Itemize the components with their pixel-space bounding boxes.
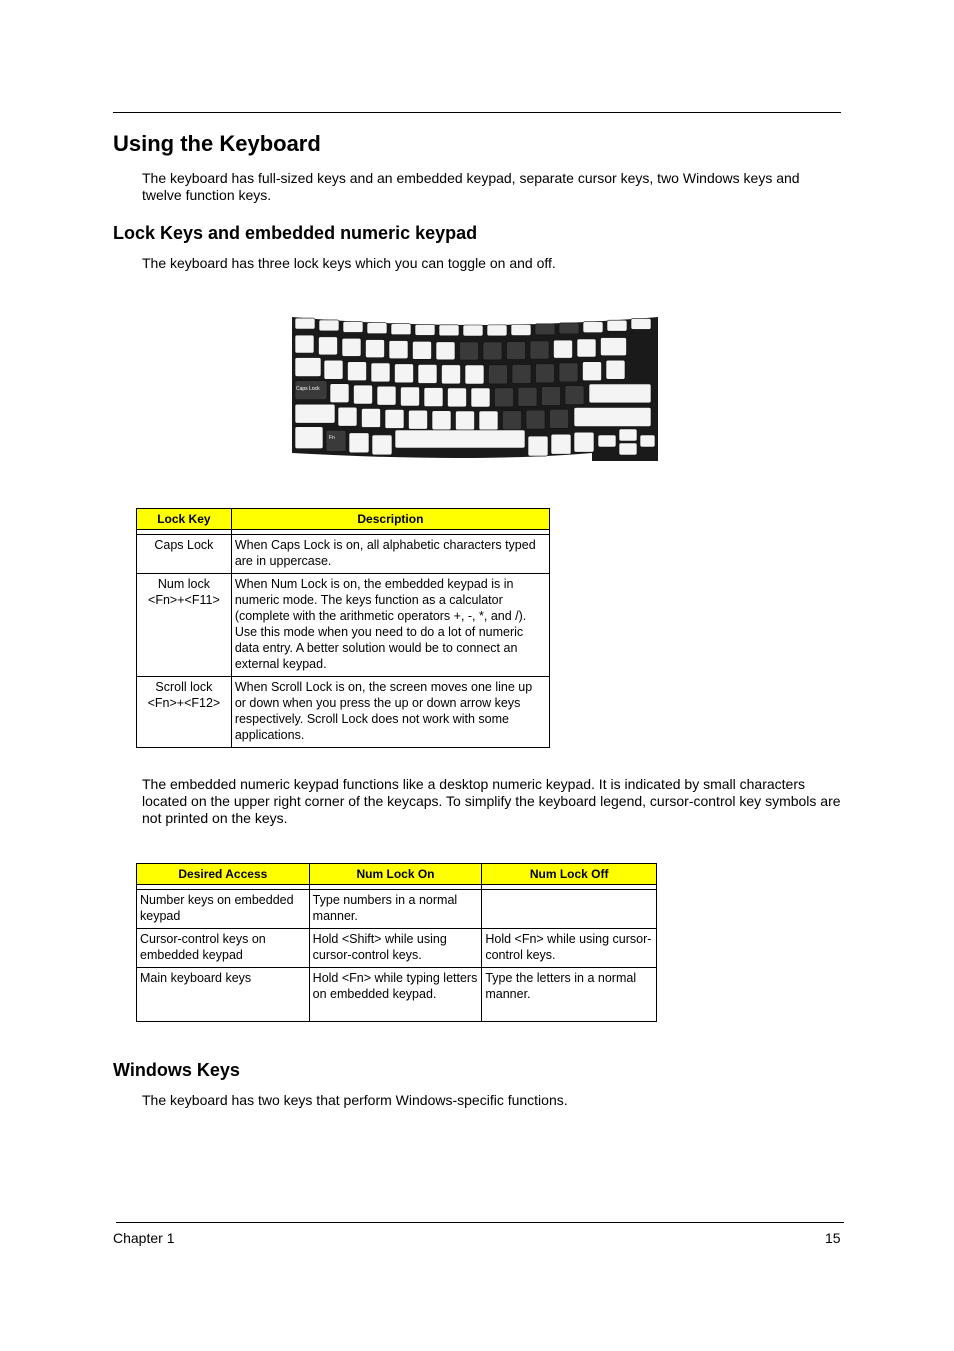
num-lock-on-cell: Type numbers in a normal manner. [309,890,482,929]
lock-keys-heading: Lock Keys and embedded numeric keypad [113,223,478,243]
keypad-key [460,342,479,360]
keypad-key [526,410,545,429]
keypad-key [535,324,555,335]
keyboard-key [295,335,314,353]
keyboard-key [409,410,428,429]
keyboard-key [631,318,651,329]
num-lock-off-cell: Type the letters in a normal manner. [482,968,657,1022]
footer-rule [116,1222,844,1223]
keyboard-key [349,433,369,453]
keyboard-key [436,342,455,360]
keyboard-key [395,430,525,448]
keyboard-key [439,325,459,336]
keyboard-key [528,436,548,456]
num-lock-on-cell: Hold <Shift> while using cursor-control keys. [309,929,482,968]
keyboard-key [385,409,404,428]
access-table-header-access: Desired Access [137,864,310,885]
lock-keys-text: The keyboard has three lock keys which you can toggle on and off. [142,255,556,271]
keyboard-key [574,408,651,427]
keypad-key [507,342,526,360]
keypad-key [512,364,531,383]
intro-paragraph: The keyboard has full-sized keys and an embedded keypad, separate cursor keys, two Windows keys and twelve function keys. [142,170,800,203]
keyboard-key [338,407,357,426]
lock-key-cell: Caps Lock [137,535,232,574]
keyboard-key [415,324,435,335]
keyboard-key [432,411,451,430]
keyboard-key [395,364,414,383]
keyboard-key [319,337,338,355]
keyboard-key [551,434,571,454]
table-row [137,968,657,1022]
keypad-key [483,342,502,360]
windows-keys-heading: Windows Keys [113,1060,240,1080]
keyboard-key [607,320,627,331]
num-lock-on-cell: Hold <Fn> while typing letters on embedded keypad. [309,968,482,1022]
keyboard-key [577,339,596,357]
keyboard-fn-label: Fn [329,435,335,441]
table-row [137,535,550,574]
lock-desc-cell: When Scroll Lock is on, the screen moves one line up or down when you press the up or down arrow keys respectively. Scroll Lock does not work with some applications. [231,677,549,748]
num-lock-off-cell: Hold <Fn> while using cursor-control keys. [482,929,657,968]
keypad-key [530,341,549,359]
keyboard-key [319,320,339,331]
keypad-key [565,386,584,405]
keyboard-key [418,364,437,383]
windows-keys-text: The keyboard has two keys that perform Windows-specific functions. [142,1092,568,1108]
keyboard-key [391,324,411,335]
keypad-key [495,388,514,407]
keyboard-key [295,358,321,377]
lock-keys-table [136,508,550,748]
keyboard-key [424,388,443,407]
keyboard-key [606,360,625,379]
keyboard-key [330,384,349,403]
keyboard-key [295,427,323,449]
keyboard-key [372,435,392,455]
keypad-key [559,323,579,334]
keyboard-key [619,429,637,441]
keyboard-key [401,387,420,406]
keyboard-key [362,408,381,427]
lock-desc-cell: When Caps Lock is on, all alphabetic characters typed are in uppercase. [231,535,549,574]
keyboard-key [511,324,531,335]
keyboard-key [324,360,343,379]
keypad-key [503,411,522,430]
keyboard-key [366,340,385,358]
keypad-paragraph: The embedded numeric keypad functions like a desktop numeric keypad. It is indicated by small characters located on the upper right corner of the keycaps. To simplify the keyboard legend, cursor-control key symbols are not printed on the keys. [142,776,841,826]
keyboard-key [463,325,483,336]
keyboard-key [471,388,490,407]
keypad-key [489,365,508,384]
lock-desc-cell: When Num Lock is on, the embedded keypad is in numeric mode. The keys function as a calculator (complete with the arithmetic operators +, -, *, and /). Use this mode when you need to do a lot of numeric data entry. A better solution would be to connect an external keypad. [231,574,549,677]
access-cell: Main keyboard keys [137,968,310,1022]
keyboard-key [389,341,408,359]
keyboard-key [479,411,498,430]
keyboard-key [342,338,361,356]
keyboard-key [554,340,573,358]
keypad-key [559,363,578,382]
keyboard-key [348,362,367,381]
keypad-key [542,387,561,406]
keyboard-key [574,432,594,452]
footer-chapter: Chapter 1 [113,1230,175,1246]
table-row [137,677,550,748]
keyboard-key [601,338,627,356]
keyboard-key [343,321,363,332]
footer-page-number: 15 [825,1230,841,1246]
keyboard-key [465,365,484,384]
lock-key-cell: Scroll lock <Fn>+<F12> [137,677,232,748]
access-table-header-off: Num Lock Off [482,864,657,885]
keyboard-key [377,386,396,405]
keypad-key [536,364,555,383]
keyboard-key [442,365,461,384]
keyboard-key [456,411,475,430]
keyboard-key [619,443,637,455]
keyboard-key [598,435,616,447]
keyboard-key [583,322,603,333]
num-lock-off-cell [482,890,657,929]
keyboard-key [583,362,602,381]
table-row [137,574,550,677]
keyboard-key [367,323,387,334]
keyboard-key [371,363,390,382]
table-row [137,890,657,929]
access-table [136,863,657,1022]
keyboard-key [295,404,335,423]
access-table-header-on: Num Lock On [309,864,482,885]
keyboard-key [413,341,432,359]
keypad-key [518,387,537,406]
lock-table-header-desc: Description [231,509,549,530]
header-rule [113,112,841,113]
keyboard-key [295,318,315,329]
keyboard-key [354,385,373,404]
access-cell: Cursor-control keys on embedded keypad [137,929,310,968]
keyboard-key [589,384,651,403]
keyboard-illustration [286,311,664,467]
keyboard-key [448,388,467,407]
access-cell: Number keys on embedded keypad [137,890,310,929]
keypad-key [550,409,569,428]
keyboard-key [487,325,507,336]
table-row [137,929,657,968]
keyboard-caps-lock-label: Caps Lock [296,386,320,392]
page-title: Using the Keyboard [113,131,321,156]
lock-table-header-key: Lock Key [137,509,232,530]
keyboard-key [640,435,655,447]
lock-key-cell: Num lock <Fn>+<F11> [137,574,232,677]
